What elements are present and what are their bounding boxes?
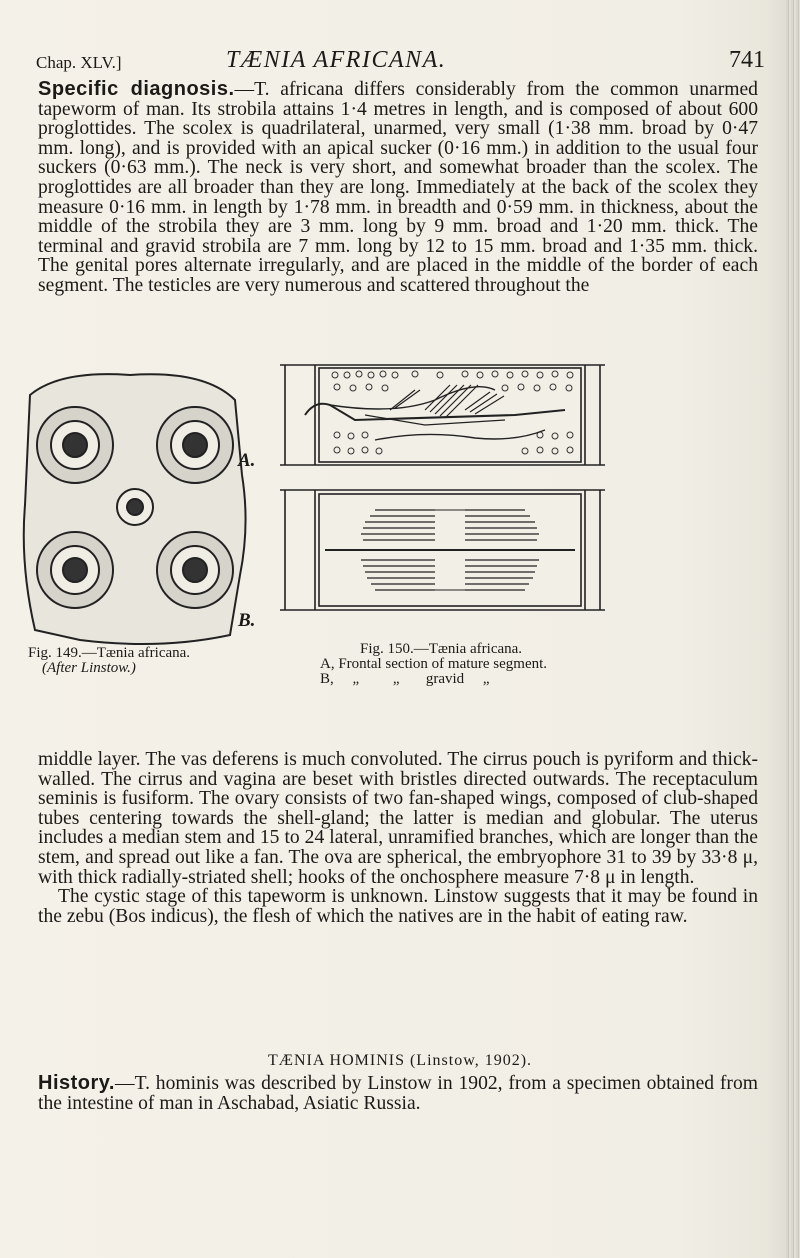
fig149-caption (28, 646, 268, 676)
page-number: 741 (729, 47, 765, 73)
fig150-caption-title: Fig. 150.—Tænia africana. (360, 641, 523, 657)
section-heading: TÆNIA HOMINIS (Linstow, 1902). (267, 1052, 533, 1069)
fig150-caption-a: A, Frontal section of mature segment. (320, 656, 548, 672)
fig149-caption-title: Fig. 149.—Tænia africana. (28, 645, 191, 661)
fig150-caption-b: B, „ „ gravid „ (320, 671, 490, 687)
diagnosis-body: —T. africana differs considerably from the common unarmed tapeworm of man. Its strobila attains 1·4 metres in length, and is composed of about 600 proglottides. The scolex is quadrilateral, unarmed, very small (1·38 mm. broad by 0·47 mm. long), and is provided with an apical sucker (0·16 mm.) in addition to the usual four suckers (0·63 mm.). The neck is very short, and somewhat broader than the scolex. The proglottides are all broader than they are long. Immediately at the back of the scolex they measure 0·16 mm. in length by 1·78 mm. in breadth and 0·59 mm. in thickness, about the middle of the strobila they are 3 mm. long by 9 mm. broad and 1·20 mm. thick. The terminal and gravid strobila are 7 mm. long by 12 to 15 mm. broad and 1·35 mm. thick. The genital pores alternate irregularly, and are placed in the middle of the border of each segment. The testicles are very numerous and scattered throughout the (38, 79, 758, 296)
running-head (36, 47, 771, 77)
anatomy-paragraph (38, 750, 758, 926)
fig150b-gravid-segment (275, 480, 615, 620)
history-body: —T. hominis was described by Linstow in 1902, from a specimen obtained from the intestine of man in Aschabad, Asiatic Russia. (38, 1073, 758, 1114)
figure-area (0, 360, 800, 750)
diagnosis-lead: Specific diagnosis. (38, 78, 235, 100)
running-title: TÆNIA AFRICANA. (226, 47, 447, 73)
cystic-stage-paragraph: The cystic stage of this tapeworm is unknown. Linstow suggests that it may be found in the zebu (Bos indicus), the flesh of which the natives are in the habit of eating raw. (38, 886, 758, 927)
anatomy-body: middle layer. The vas deferens is much convoluted. The cirrus pouch is pyriform and thick-walled. The cirrus and vagina are beset with bristles directed outwards. The receptaculum seminis is fusiform. The ovary consists of two fan-shaped wings, composed of club-shaped tubes centering towards the shell-gland; the latter is median and globular. The uterus includes a median stem and 15 to 24 lateral, unramified branches, which are longer than the stem, and spread out like a fan. The ova are spherical, the embryophore 31 to 39 by 33·8 μ, with thick radially-striated shell; hooks of the onchosphere measure 7·8 μ in length. (38, 749, 758, 888)
diagnosis-paragraph (38, 80, 758, 296)
history-lead: History. (38, 1072, 115, 1094)
fig150-label-a: A. (238, 450, 256, 471)
fig150a-mature-segment (275, 360, 615, 475)
chapter-reference: Chap. XLV.] (36, 53, 122, 72)
fig149-scolex-illustration (20, 365, 250, 650)
fig150-caption (320, 642, 640, 687)
fig150-label-b: B. (238, 610, 256, 631)
history-paragraph (38, 1074, 758, 1113)
fig149-caption-credit: (After Linstow.) (42, 660, 136, 676)
